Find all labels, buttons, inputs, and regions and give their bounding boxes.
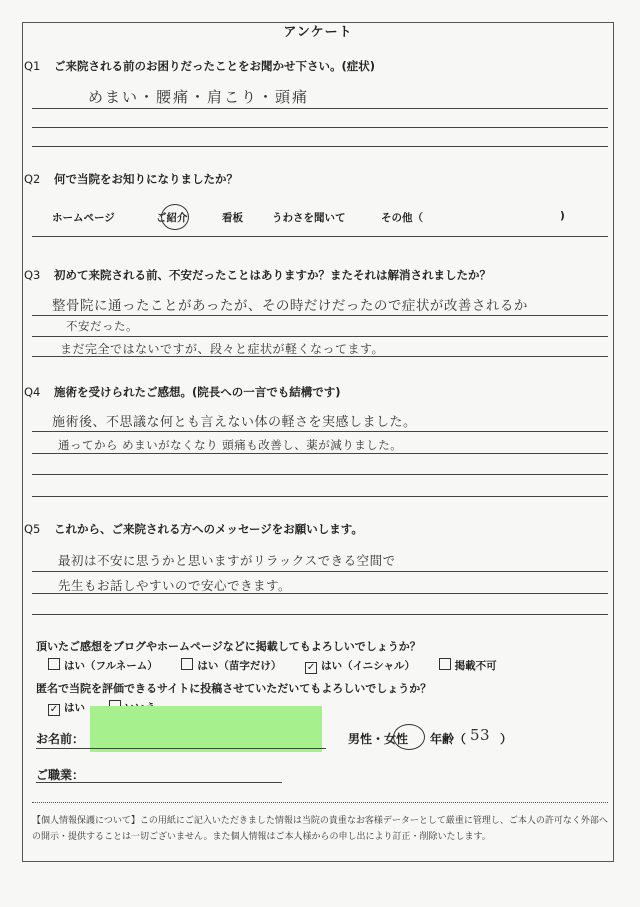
checkbox-checked[interactable]: ✓ (306, 662, 316, 673)
answer-line (32, 236, 608, 237)
q3-answer-line-3: まだ完全ではないですが、段々と症状が軽くなってます。 (60, 342, 385, 356)
option-fullname[interactable]: はい（フルネーム） (48, 660, 158, 672)
gender-field: 男性・女性 (348, 732, 409, 746)
occupation-line (36, 782, 282, 783)
answer-line (32, 474, 608, 475)
q2-option-sign: 看板 (222, 212, 243, 224)
answer-line (32, 146, 608, 147)
answer-line (32, 614, 608, 615)
checkbox[interactable] (48, 658, 60, 670)
review-permission-question: 匿名で当院を評価できるサイトに投稿させていただいてもよろしいでしょうか？ (36, 682, 432, 695)
q4-answer-line-1: 施術後、不思議な何とも言えない体の軽さを実感しました。 (52, 415, 417, 430)
form-title: アンケート (283, 25, 353, 40)
q2-option-rumor: うわさを聞いて (272, 212, 346, 224)
selected-circle-mark (393, 724, 425, 750)
blog-permission-question: 頂いたご感想をブログやホームページなどに掲載してもよろしいでしょうか？ (36, 640, 421, 653)
age-label: 年齢（ (430, 732, 467, 746)
checkbox[interactable] (439, 658, 451, 670)
age-close: ） (500, 732, 513, 746)
q2-option-other: その他（ (381, 212, 423, 224)
name-line (36, 748, 326, 749)
separator (32, 802, 608, 803)
blog-permission-options (48, 658, 517, 674)
option-initial[interactable]: ✓ はい（イニシャル） (306, 660, 415, 673)
q2-label: Q2 何で当院をお知りになりましたか？ (24, 172, 238, 186)
privacy-notice: 【個人情報保護について】この用紙にご記入いただきました情報は当院の貴重なお客様データーとして厳重に管理し、ご本人の許可なく外部への開示・提供することは一切ございません。また個人情報はご本人様からの申し出により訂正・削除いたします。 (32, 816, 608, 842)
q5-answer-line-2: 先生もお話しやすいので安心できます。 (58, 578, 292, 593)
option-yes[interactable]: ✓ はい (49, 702, 85, 715)
checkbox[interactable] (181, 658, 193, 670)
answer-line (32, 108, 608, 109)
answer-line (32, 593, 608, 594)
checkbox-checked[interactable]: ✓ (49, 704, 59, 715)
answer-line (32, 127, 608, 128)
q2-option-other-close: ) (560, 210, 565, 222)
selected-circle-mark (161, 204, 189, 230)
name-redaction (90, 706, 322, 752)
name-label: お名前： (36, 732, 85, 746)
q1-answer: めまい・腰痛・肩こり・頭痛 (88, 88, 310, 106)
q4-answer-line-2: 通ってから めまいがなくなり 頭痛も改善し、薬が減りました。 (58, 438, 403, 452)
answer-line (32, 453, 608, 454)
answer-line (32, 356, 608, 357)
answer-line (32, 336, 608, 337)
q2-option-referral: ご紹介 (156, 212, 188, 224)
q1-label: Q1 ご来院される前のお困りだったことをお聞かせ下さい。(症状) (24, 59, 376, 73)
answer-line (32, 571, 608, 572)
q3-label: Q3 初めて来院される前、不安だったことはありますか？またそれは解消されましたか？ (24, 268, 491, 282)
q5-answer-line-1: 最初は不安に思うかと思いますがリラックスできる空間で (58, 553, 396, 568)
age-value: 53 (470, 726, 491, 744)
occupation-label: ご職業： (36, 768, 85, 782)
q4-label: Q4 施術を受けられたご感想。(院長への一言でも結構です) (24, 385, 341, 399)
q2-option-homepage: ホームページ (52, 212, 115, 224)
q3-answer-line-1: 整骨院に通ったことがあったが、その時だけだったので症状が改善されるか (52, 298, 528, 314)
option-no-post[interactable]: 掲載不可 (439, 660, 497, 672)
answer-line (32, 431, 608, 432)
q5-label: Q5 これから、ご来院される方へのメッセージをお願いします。 (24, 522, 363, 536)
answer-line (32, 315, 608, 316)
q3-answer-line-2: 不安だった。 (66, 319, 138, 333)
answer-line (32, 496, 608, 497)
option-surname[interactable]: はい（苗字だけ） (181, 660, 281, 672)
